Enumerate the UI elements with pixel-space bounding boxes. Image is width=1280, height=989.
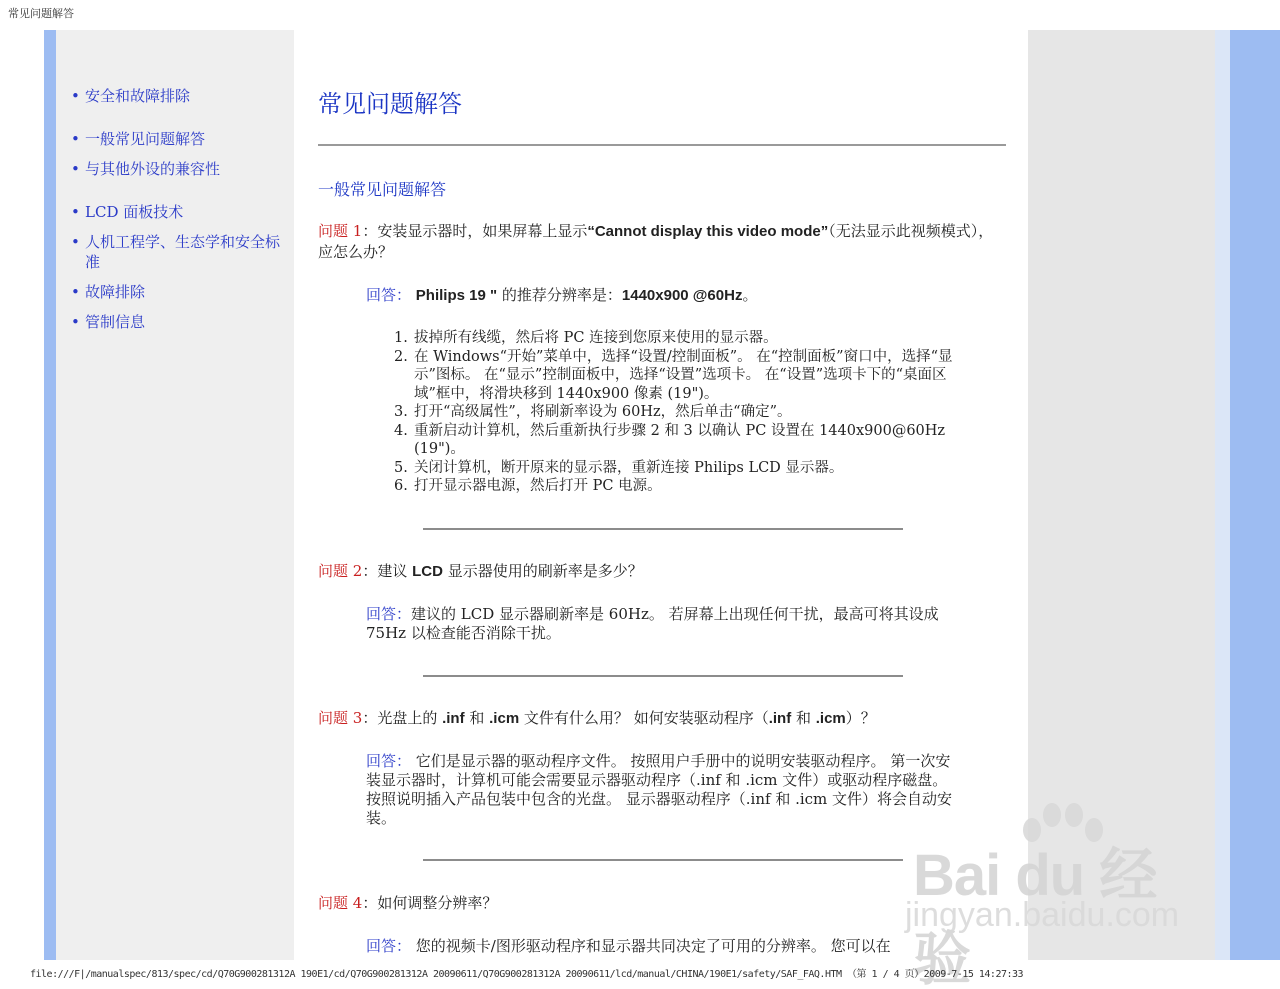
answer-bold-text: Philips 19 ": [415, 287, 498, 304]
watermark-url: jingyan.baidu.com: [905, 896, 1180, 934]
answer-text: 它们是显示器的驱动程序文件。 按照用户手册中的说明安装驱动程序。 第一次安装显示器时，计算机可能会需要显示器驱动程序（.inf 和 .icm 文件）或驱动程序磁盘。 按照说明插入产品包装中包含的光盘。 显示器驱动程序（.inf 和 .icm 文件）将会自动安装。: [366, 752, 953, 827]
answer-text: 。: [742, 286, 758, 304]
question-label: 问题 4: [318, 894, 363, 912]
sidebar-item-ergonomics[interactable]: [71, 232, 290, 272]
step-number: 4.: [394, 422, 408, 439]
bullet-icon: •: [71, 313, 80, 331]
faq-divider: [423, 675, 903, 677]
question-label: 问题 2: [318, 562, 363, 580]
question-1: [318, 221, 998, 262]
right-gray-panel: [1028, 30, 1215, 960]
answer-1-steps: [394, 329, 954, 496]
question-4: [318, 893, 998, 913]
question-text: ：光盘上的: [362, 709, 443, 727]
question-label: 问题 1: [318, 222, 363, 240]
answer-1: [366, 286, 956, 305]
section-title: 一般常见问题解答: [318, 180, 447, 199]
window-title: 常见问题解答: [8, 7, 74, 20]
sidebar-item-regulatory[interactable]: [71, 312, 290, 332]
question-2: [318, 561, 998, 582]
question-text: 和: [791, 709, 816, 727]
question-text: ：建议: [362, 562, 413, 580]
list-item: [394, 403, 954, 422]
list-item: [394, 348, 954, 404]
step-number: 3.: [394, 404, 408, 420]
question-text: ：安装显示器时，如果屏幕上显示: [362, 222, 588, 240]
step-number: 1.: [394, 330, 408, 346]
question-text: 文件有什么用？ 如何安装驱动程序（: [519, 709, 769, 727]
bullet-icon: •: [71, 130, 80, 148]
question-bold-text: LCD: [412, 563, 443, 580]
question-text: 和: [464, 709, 490, 727]
right-light-strip: [1215, 30, 1230, 960]
footer-file-path: file:///F|/manualspec/813/spec/cd/Q70G900281312A 190E1/cd/Q70G900281312A 20090611/Q70G900281312A 20090611/lcd/manual/CHINA/190E1/safety/SAF_FAQ.HTM （第 1 / 4 页）2009-7-15 14:27:33: [30, 969, 1024, 980]
sidebar-item-lcd-technology[interactable]: [71, 202, 290, 222]
answer-3: [366, 752, 956, 828]
sidebar-item-general-faq[interactable]: [71, 129, 290, 149]
title-divider: [318, 144, 1006, 146]
question-bold-text: .inf: [768, 710, 792, 727]
bullet-icon: •: [71, 233, 80, 251]
sidebar-item-label[interactable]: LCD 面板技术: [85, 203, 184, 221]
sidebar-item-label[interactable]: 安全和故障排除: [85, 87, 191, 105]
list-item: [394, 329, 954, 348]
step-text: 打开“高级属性”，将刷新率设为 60Hz，然后单击“确定”。: [414, 404, 792, 420]
faq-divider: [423, 859, 903, 861]
step-text: 拔掉所有线缆，然后将 PC 连接到您原来使用的显示器。: [414, 330, 778, 346]
right-border-bar: [1230, 30, 1280, 960]
question-text: 显示器使用的刷新率是多少？: [442, 562, 643, 580]
left-border-bar: [44, 30, 56, 960]
sidebar-item-safety[interactable]: [71, 86, 290, 106]
sidebar-item-label[interactable]: 故障排除: [85, 283, 146, 301]
list-item: [394, 459, 954, 478]
bullet-icon: •: [71, 283, 80, 301]
list-item: [394, 422, 954, 459]
step-number: 6.: [394, 478, 408, 494]
step-number: 5.: [394, 459, 408, 476]
question-bold-text: “Cannot display this video mode”: [587, 223, 829, 240]
bullet-icon: •: [71, 203, 80, 221]
step-text: 打开显示器电源，然后打开 PC 电源。: [414, 478, 662, 494]
step-text: 重新启动计算机，然后重新执行步骤 2 和 3 以确认 PC 设置在 1440x900@60Hz (19")。: [414, 422, 946, 457]
sidebar-item-troubleshooting[interactable]: [71, 282, 290, 302]
question-bold-text: .icm: [489, 710, 520, 727]
sidebar-item-label[interactable]: 人机工程学、生态学和安全标准: [85, 233, 281, 271]
answer-2: [366, 605, 956, 643]
question-bold-text: .icm: [815, 710, 846, 727]
step-text: 关闭计算机，断开原来的显示器，重新连接 Philips LCD 显示器。: [414, 459, 844, 476]
question-3: [318, 708, 998, 729]
sidebar-item-label[interactable]: 管制信息: [85, 313, 146, 331]
answer-text: 的推荐分辨率是：: [497, 286, 622, 304]
answer-bold-text: 1440x900 @60Hz: [621, 287, 743, 304]
question-text: ：如何调整分辨率？: [362, 894, 498, 912]
step-text: 在 Windows“开始”菜单中，选择“设置/控制面板”。 在“控制面板”窗口中，选择“显示”图标。 在“显示”控制面板中，选择“设置”选项卡。 在“设置”选项卡下的“桌面区域”框中，将滑块移到 1440x900 像素 (19")。: [414, 348, 953, 402]
list-item: [394, 477, 954, 496]
answer-4: [366, 937, 956, 956]
question-label: 问题 3: [318, 709, 363, 727]
answer-label: 回答：: [366, 937, 412, 955]
sidebar-item-compatibility[interactable]: [71, 159, 290, 179]
step-number: 2.: [394, 348, 408, 365]
answer-label: 回答：: [366, 752, 412, 770]
sidebar-item-label[interactable]: 一般常见问题解答: [85, 130, 206, 148]
question-bold-text: .inf: [442, 710, 465, 727]
answer-label: 回答：: [366, 286, 412, 304]
bullet-icon: •: [71, 87, 80, 105]
question-text: （无法显示此视频模式），应怎么办？: [318, 222, 994, 261]
question-text: ）？: [845, 709, 876, 727]
answer-text: 您的视频卡/图形驱动程序和显示器共同决定了可用的分辨率。 您可以在: [411, 937, 891, 955]
answer-label: 回答：: [366, 605, 412, 623]
sidebar-item-label[interactable]: 与其他外设的兼容性: [85, 160, 221, 178]
faq-divider: [423, 528, 903, 530]
bullet-icon: •: [71, 160, 80, 178]
answer-text: 建议的 LCD 显示器刷新率是 60Hz。 若屏幕上出现任何干扰，最高可将其设成 75Hz 以检查能否消除干扰。: [366, 605, 939, 642]
page-title: 常见问题解答: [318, 90, 462, 118]
watermark-brand: Bai du 经验: [913, 843, 1157, 989]
